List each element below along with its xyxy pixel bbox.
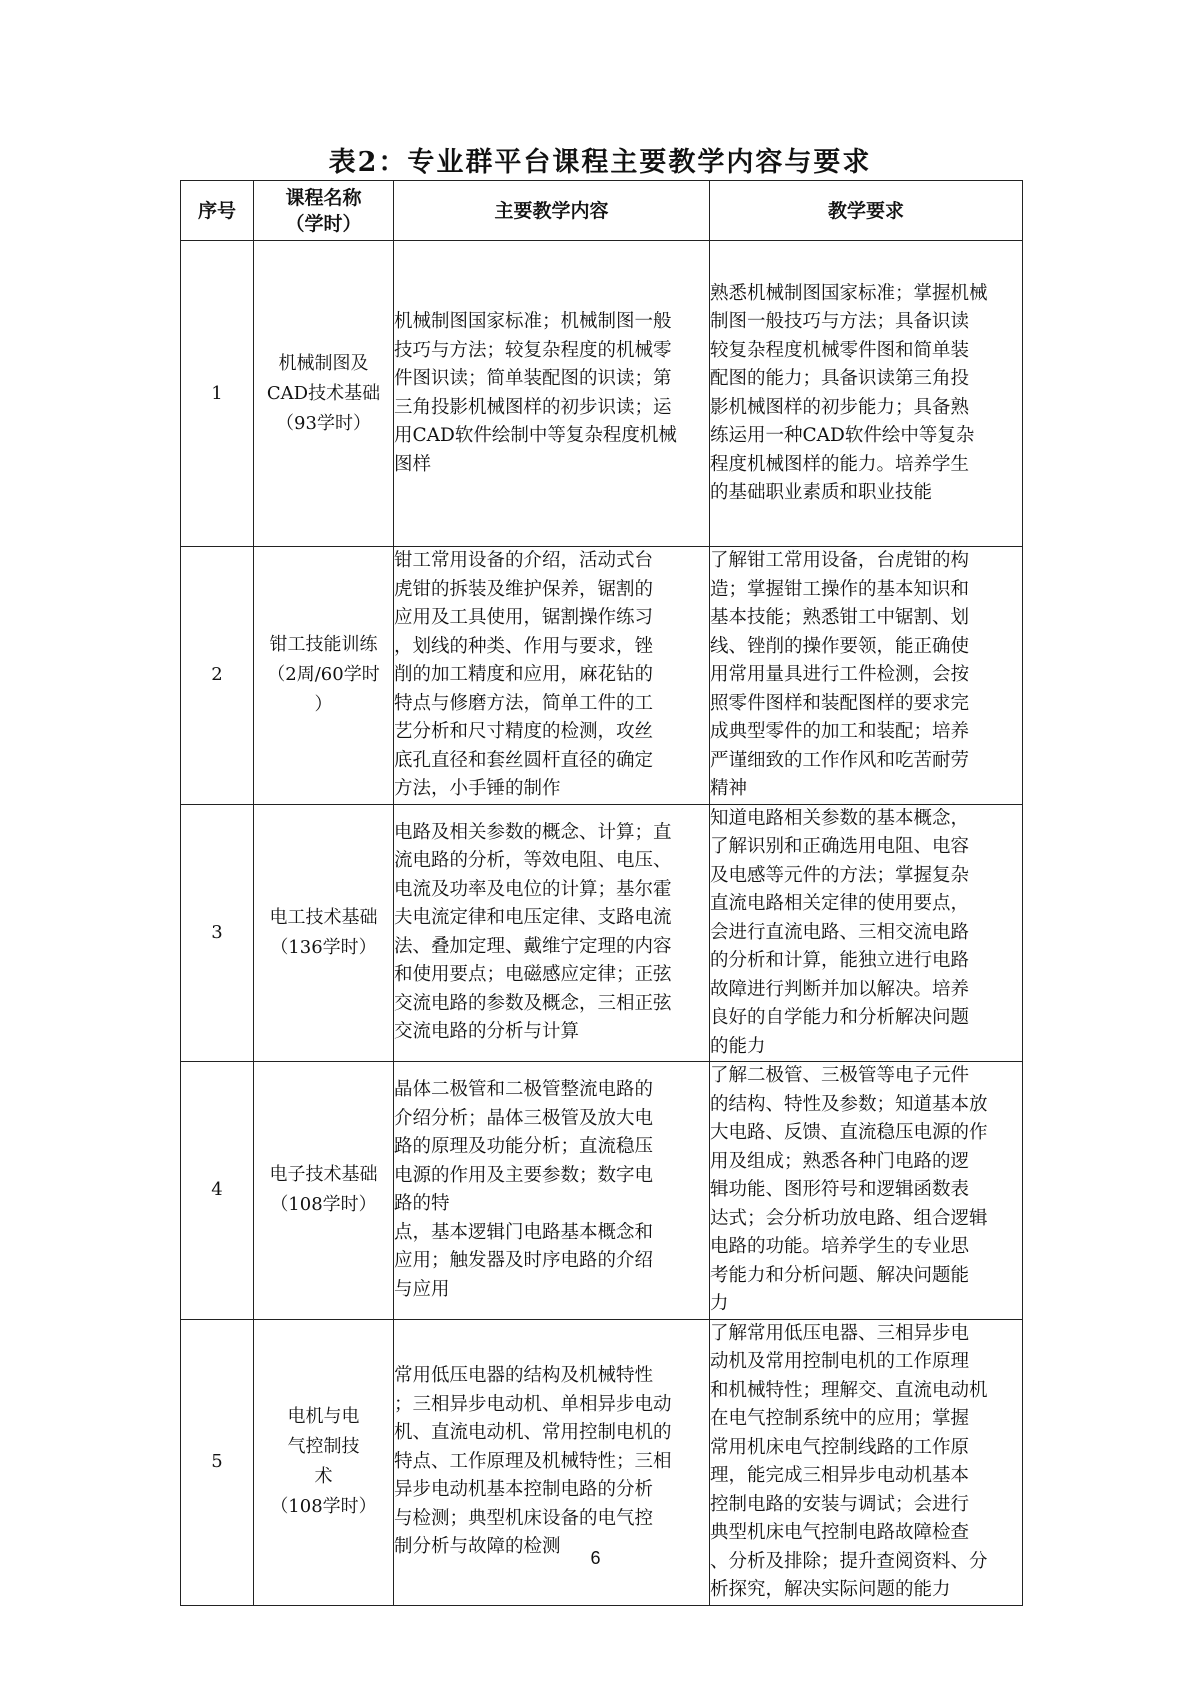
table-row: [181, 804, 1023, 1062]
course-name-line: （108学时）: [270, 1496, 377, 1517]
main-content-line: 技巧与方法；较复杂程度的机械零: [394, 339, 672, 361]
main-content-line: 交流电路的参数及概念，三相正弦: [394, 992, 672, 1014]
teaching-requirements-line: 程度机械图样的能力。培养学生: [710, 453, 970, 475]
teaching-requirements-line: 了解钳工常用设备，台虎钳的构: [710, 550, 970, 571]
teaching-requirements-line: 线、锉削的操作要领，能正确使: [710, 635, 970, 657]
main-content: [394, 804, 710, 1062]
teaching-requirements-line: 严谨细致的工作作风和吃苦耐劳: [710, 749, 970, 771]
header-row: [181, 181, 1023, 241]
main-content-line: 电源的作用及主要参数；数字电: [394, 1164, 654, 1186]
teaching-requirements-line: 了解常用低压电器、三相异步电: [710, 1322, 970, 1344]
course-name-line: 术: [314, 1466, 333, 1487]
main-content-line: 路的原理及功能分析；直流稳压: [394, 1136, 654, 1158]
teaching-requirements-line: 了解识别和正确选用电阻、电容: [710, 836, 970, 857]
row-number: 5: [181, 1319, 254, 1605]
main-content: [394, 241, 710, 547]
header-content: 主要教学内容: [394, 181, 710, 241]
course-table: [180, 180, 1023, 1606]
main-content-line: 方法，小手锤的制作: [394, 778, 561, 799]
teaching-requirements-line: 辑功能、图形符号和逻辑函数表: [710, 1179, 970, 1200]
teaching-requirements-line: 直流电路相关定律的使用要点，: [710, 893, 970, 914]
header-name-line: （学时）: [285, 212, 362, 235]
main-content-line: 介绍分析；晶体三极管及放大电: [394, 1107, 654, 1129]
main-content-line: 特点与修磨方法，简单工件的工: [394, 692, 654, 714]
course-name-line: 电工技术基础: [269, 906, 378, 928]
row-number: 4: [181, 1062, 254, 1320]
teaching-requirements-line: 照零件图样和装配图样的要求完: [710, 692, 970, 714]
course-name-line: CAD技术基础: [266, 382, 381, 404]
teaching-requirements-line: 配图的能力；具备识读第三角投: [710, 368, 970, 389]
main-content-line: 制分析与故障的检测: [394, 1536, 561, 1558]
teaching-requirements-line: 了解二极管、三极管等电子元件: [710, 1065, 970, 1086]
teaching-requirements-line: 和机械特性；理解交、直流电动机: [710, 1379, 988, 1401]
main-content-line: 削的加工精度和应用，麻花钻的: [394, 664, 654, 685]
main-content-line: 机械制图国家标准；机械制图一般: [394, 311, 672, 332]
teaching-requirements-line: 达式；会分析功放电路、组合逻辑: [710, 1207, 988, 1229]
teaching-requirements-line: 制图一般技巧与方法；具备识读: [710, 311, 970, 332]
header-name: [254, 181, 394, 241]
teaching-requirements-line: 的分析和计算，能独立进行电路: [710, 950, 970, 971]
teaching-requirements-line: 熟悉机械制图国家标准；掌握机械: [710, 282, 988, 304]
teaching-requirements-line: 考能力和分析问题、解决问题能: [710, 1264, 970, 1286]
teaching-requirements-line: 的基础职业素质和职业技能: [710, 482, 933, 503]
main-content-line: 底孔直径和套丝圆杆直径的确定: [394, 749, 654, 771]
main-content-line: 与检测；典型机床设备的电气控: [394, 1507, 654, 1529]
main-content-line: 交流电路的分析与计算: [394, 1021, 580, 1043]
teaching-requirements: [710, 804, 1023, 1062]
course-name: [254, 804, 394, 1062]
teaching-requirements-line: 的结构、特性及参数；知道基本放: [710, 1093, 988, 1115]
course-name: [254, 547, 394, 805]
teaching-requirements-line: 大电路、反馈、直流稳压电源的作: [710, 1122, 988, 1143]
teaching-requirements-line: 会进行直流电路、三相交流电路: [710, 921, 970, 943]
table-title: 表2：专业群平台课程主要教学内容与要求: [328, 147, 872, 178]
main-content: [394, 1062, 710, 1320]
teaching-requirements: [710, 547, 1023, 805]
course-name-line: ）: [314, 694, 333, 716]
main-content-line: 特点、工作原理及机械特性；三相: [394, 1450, 672, 1472]
teaching-requirements: [710, 241, 1023, 547]
teaching-requirements-line: 较复杂程度机械零件图和简单装: [710, 339, 970, 361]
course-name-line: （93学时）: [276, 412, 371, 434]
main-content-line: 三角投影机械图样的初步识读；运: [394, 396, 672, 418]
main-content-line: ，划线的种类、作用与要求，锉: [394, 635, 654, 657]
header-name-line: 课程名称: [285, 186, 362, 209]
teaching-requirements-line: 用常用量具进行工件检测，会按: [710, 664, 970, 685]
teaching-requirements-line: 控制电路的安装与调试；会进行: [710, 1493, 970, 1515]
main-content-line: 点，基本逻辑门电路基本概念和: [394, 1221, 654, 1243]
teaching-requirements-line: 动机及常用控制电机的工作原理: [710, 1351, 970, 1372]
main-content-line: 夫电流定律和电压定律、支路电流: [394, 907, 672, 929]
teaching-requirements-line: 练运用一种CAD软件绘中等复杂: [710, 425, 975, 446]
teaching-requirements-line: 影机械图样的初步能力；具备熟: [710, 396, 970, 418]
teaching-requirements-line: 析探究，解决实际问题的能力: [710, 1579, 951, 1600]
row-number: 2: [181, 547, 254, 805]
main-content-line: 应用；触发器及时序电路的介绍: [394, 1250, 654, 1272]
main-content-line: 法、叠加定理、戴维宁定理的内容: [394, 935, 672, 957]
row-number: 1: [181, 241, 254, 547]
course-name-line: （108学时）: [270, 1194, 377, 1216]
main-content-line: 流电路的分析，等效电阻、电压、: [394, 850, 672, 872]
teaching-requirements-line: 良好的自学能力和分析解决问题: [710, 1007, 970, 1028]
teaching-requirements-line: 、分析及排除；提升查阅资料、分: [710, 1550, 988, 1572]
teaching-requirements-line: 典型机床电气控制电路故障检查: [710, 1522, 970, 1543]
header-num: 序号: [181, 181, 254, 241]
main-content-line: 艺分析和尺寸精度的检测，攻丝: [394, 721, 654, 742]
teaching-requirements-line: 故障进行判断并加以解决。培养: [710, 978, 970, 1000]
table-row: [181, 241, 1023, 547]
main-content-line: 异步电动机基本控制电路的分析: [394, 1479, 654, 1501]
main-content: [394, 547, 710, 805]
teaching-requirements-line: 力: [710, 1293, 729, 1314]
course-name-line: 电子技术基础: [269, 1164, 378, 1186]
main-content-line: 钳工常用设备的介绍，活动式台: [394, 550, 654, 571]
teaching-requirements-line: 电路的功能。培养学生的专业思: [710, 1236, 970, 1257]
main-content-line: 电路及相关参数的概念、计算；直: [394, 821, 672, 843]
teaching-requirements-line: 精神: [710, 778, 748, 799]
main-content-line: 件图识读；简单装配图的识读；第: [394, 368, 672, 389]
row-number: 3: [181, 804, 254, 1062]
main-content-line: 常用低压电器的结构及机械特性: [394, 1365, 654, 1387]
teaching-requirements-line: 在电气控制系统中的应用；掌握: [710, 1408, 970, 1429]
main-content-line: 应用及工具使用，锯割操作练习: [394, 607, 654, 628]
course-name-line: 机械制图及: [278, 352, 369, 374]
main-content-line: 晶体二极管和二极管整流电路的: [394, 1079, 654, 1101]
table-row: [181, 1062, 1023, 1320]
course-name-line: 钳工技能训练: [269, 634, 378, 656]
teaching-requirements-line: 理，能完成三相异步电动机基本: [710, 1465, 970, 1486]
header-requirements: 教学要求: [710, 181, 1023, 241]
main-content-line: 电流及功率及电位的计算；基尔霍: [394, 878, 672, 900]
teaching-requirements-line: 常用机床电气控制线路的工作原: [710, 1436, 970, 1458]
main-content-line: 和使用要点；电磁感应定律；正弦: [394, 964, 672, 986]
table-row: [181, 547, 1023, 805]
course-name-line: 气控制技: [287, 1436, 360, 1457]
teaching-requirements: [710, 1062, 1023, 1320]
teaching-requirements-line: 用及组成；熟悉各种门电路的逻: [710, 1150, 970, 1172]
teaching-requirements-line: 基本技能；熟悉钳工中锯割、划: [710, 607, 970, 628]
teaching-requirements-line: 知道电路相关参数的基本概念，: [710, 807, 970, 829]
main-content-line: ；三相异步电动机、单相异步电动: [394, 1393, 672, 1415]
main-content-line: 虎钳的拆装及维护保养，锯割的: [394, 578, 654, 600]
main-content-line: 路的特: [394, 1193, 450, 1215]
main-content-line: 机、直流电动机、常用控制电机的: [394, 1422, 672, 1444]
page-number: 6: [590, 1548, 601, 1568]
teaching-requirements-line: 造；掌握钳工操作的基本知识和: [710, 578, 970, 600]
table-body: [181, 241, 1023, 1606]
main-content-line: 图样: [394, 453, 432, 475]
main-content-line: 与应用: [394, 1278, 450, 1300]
course-name-line: （136学时）: [270, 936, 377, 958]
teaching-requirements-line: 成典型零件的加工和装配；培养: [710, 721, 970, 742]
course-name-line: （2周/60学时: [267, 664, 380, 686]
teaching-requirements-line: 及电感等元件的方法；掌握复杂: [710, 864, 970, 886]
course-name: [254, 1062, 394, 1320]
course-name-line: 电机与电: [287, 1406, 360, 1427]
main-content-line: 用CAD软件绘制中等复杂程度机械: [394, 425, 677, 446]
course-name: [254, 241, 394, 547]
teaching-requirements-line: 的能力: [710, 1035, 766, 1057]
